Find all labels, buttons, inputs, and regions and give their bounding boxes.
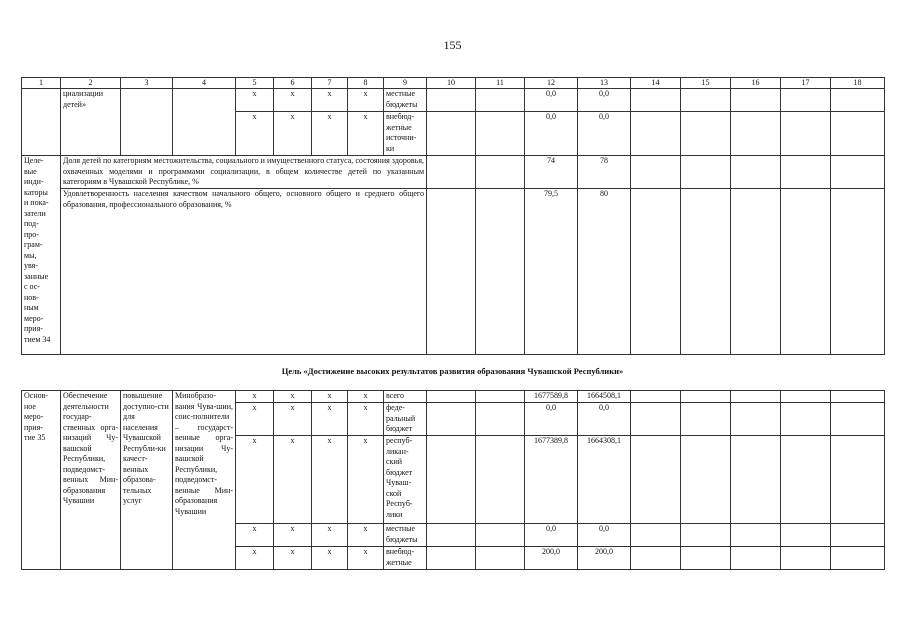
cell-empty — [831, 391, 885, 403]
cell-empty — [427, 112, 476, 156]
measure-name-cell: Обеспечение деятельности государ-ственных орга-низаций Чу-вашской Республики, подведомст-венных Мин-образования Чувашии — [61, 391, 121, 570]
goal-heading: Цель «Достижение высоких результатов развития образования Чувашской Республики» — [281, 366, 624, 376]
code-cell: x — [274, 403, 312, 436]
cell-empty — [681, 403, 731, 436]
cell-empty — [831, 547, 885, 570]
code-cell: x — [348, 391, 384, 403]
col-header: 6 — [274, 78, 312, 89]
cell-empty — [731, 89, 781, 112]
value-cell: 0,0 — [578, 524, 631, 547]
cell-empty — [476, 403, 525, 436]
col-header: 4 — [173, 78, 236, 89]
cell-empty — [781, 391, 831, 403]
cell-empty — [476, 547, 525, 570]
cell-empty — [731, 524, 781, 547]
cell-empty — [631, 547, 681, 570]
source-cell: всего — [384, 391, 427, 403]
code-cell: x — [236, 403, 274, 436]
cell-empty — [681, 112, 731, 156]
cell-empty — [731, 156, 781, 189]
measure-name-cell: циализации детей» — [61, 89, 121, 156]
cell-empty — [731, 391, 781, 403]
code-cell: x — [312, 524, 348, 547]
cell-empty — [631, 89, 681, 112]
code-cell: x — [312, 403, 348, 436]
code-cell: x — [236, 391, 274, 403]
col-header: 1 — [22, 78, 61, 89]
cell-empty — [476, 89, 525, 112]
source-cell: местные бюджеты — [384, 524, 427, 547]
cell-empty — [427, 436, 476, 524]
code-cell: x — [274, 112, 312, 156]
value-cell: 1677389,8 — [525, 436, 578, 524]
value-cell: 78 — [578, 156, 631, 189]
cell-empty — [681, 524, 731, 547]
col-header: 14 — [631, 78, 681, 89]
code-cell: x — [312, 547, 348, 570]
col-header: 9 — [384, 78, 427, 89]
cell-empty — [631, 189, 681, 355]
col-header: 17 — [781, 78, 831, 89]
code-cell: x — [274, 391, 312, 403]
cell-empty — [173, 89, 236, 156]
code-cell: x — [236, 112, 274, 156]
cell-empty — [631, 112, 681, 156]
cell-empty — [631, 524, 681, 547]
cell-empty — [681, 391, 731, 403]
code-cell: x — [348, 547, 384, 570]
table-row — [22, 189, 885, 355]
col-header: 3 — [121, 78, 173, 89]
code-cell: x — [274, 547, 312, 570]
cell-empty — [831, 189, 885, 355]
value-cell: 0,0 — [525, 524, 578, 547]
code-cell: x — [274, 436, 312, 524]
cell-empty — [631, 403, 681, 436]
source-cell: внебюд- жетные источни- ки — [384, 112, 427, 156]
cell-empty — [681, 547, 731, 570]
cell-empty — [681, 89, 731, 112]
cell-empty — [731, 403, 781, 436]
table-row — [22, 391, 885, 403]
table-row — [22, 156, 885, 189]
code-cell: x — [312, 391, 348, 403]
measure-goal-cell: повышение доступно-сти для населения Чувашской Республи-ки качест-венных образова-тельных услуг — [121, 391, 173, 570]
cell-empty — [831, 112, 885, 156]
value-cell: 80 — [578, 189, 631, 355]
cell-empty — [427, 547, 476, 570]
value-cell: 200,0 — [525, 547, 578, 570]
cell-empty — [781, 436, 831, 524]
cell-empty — [831, 524, 885, 547]
cell-empty — [681, 189, 731, 355]
col-header: 16 — [731, 78, 781, 89]
cell-empty — [476, 391, 525, 403]
code-cell: x — [236, 524, 274, 547]
value-cell: 200,0 — [578, 547, 631, 570]
cell-empty — [781, 89, 831, 112]
cell-empty — [631, 436, 681, 524]
cell-empty — [831, 156, 885, 189]
code-cell: x — [348, 89, 384, 112]
cell-empty — [476, 112, 525, 156]
col-header: 5 — [236, 78, 274, 89]
code-cell: x — [348, 403, 384, 436]
cell-empty — [476, 524, 525, 547]
col-header: 13 — [578, 78, 631, 89]
col-header: 18 — [831, 78, 885, 89]
code-cell: x — [274, 89, 312, 112]
cell-empty — [781, 112, 831, 156]
value-cell: 0,0 — [525, 403, 578, 436]
cell-empty — [427, 189, 476, 355]
code-cell: x — [236, 436, 274, 524]
value-cell: 1664508,1 — [578, 391, 631, 403]
code-cell: x — [274, 524, 312, 547]
value-cell: 1664308,1 — [578, 436, 631, 524]
cell-empty — [427, 391, 476, 403]
column-header-row — [22, 78, 885, 89]
cell-empty — [731, 112, 781, 156]
cell-empty — [681, 436, 731, 524]
value-cell: 1677589,8 — [525, 391, 578, 403]
cell-empty — [781, 189, 831, 355]
code-cell: x — [312, 112, 348, 156]
cell-empty — [781, 547, 831, 570]
source-cell: местные бюджеты — [384, 89, 427, 112]
col-header: 10 — [427, 78, 476, 89]
cell-empty — [476, 156, 525, 189]
cell-empty — [781, 156, 831, 189]
col-header: 12 — [525, 78, 578, 89]
code-cell: x — [236, 89, 274, 112]
value-cell: 0,0 — [578, 112, 631, 156]
value-cell: 0,0 — [525, 89, 578, 112]
value-cell: 79,5 — [525, 189, 578, 355]
cell-empty — [476, 436, 525, 524]
code-cell: x — [348, 524, 384, 547]
cell-empty — [781, 524, 831, 547]
source-cell: феде- ральный бюджет — [384, 403, 427, 436]
value-cell: 74 — [525, 156, 578, 189]
code-cell: x — [348, 436, 384, 524]
cell-empty — [731, 547, 781, 570]
cell-empty — [427, 524, 476, 547]
cell-empty — [681, 156, 731, 189]
cell-empty — [731, 436, 781, 524]
col-header: 8 — [348, 78, 384, 89]
cell-empty — [831, 436, 885, 524]
executor-cell: Минобразо-вания Чува-шии, соис-полнители – государст-венные орга-низации Чу-вашской Республики, подведомст-венные Мин-образования Чувашии — [173, 391, 236, 570]
code-cell: x — [312, 436, 348, 524]
value-cell: 0,0 — [525, 112, 578, 156]
col-header: 15 — [681, 78, 731, 89]
value-cell: 0,0 — [578, 89, 631, 112]
cell-empty — [631, 156, 681, 189]
cell-empty — [427, 403, 476, 436]
cell-empty — [476, 189, 525, 355]
col-header: 2 — [61, 78, 121, 89]
col-header: 11 — [476, 78, 525, 89]
cell-empty — [427, 156, 476, 189]
page-number: 155 — [443, 38, 462, 52]
col-header: 7 — [312, 78, 348, 89]
cell-empty — [831, 403, 885, 436]
source-cell: респуб- ликан- ский бюджет Чуваш- ской Респуб- лики — [384, 436, 427, 524]
measure-number-cell: Основ- ное меро- прия- тие 35 — [22, 391, 61, 570]
program-table-top — [21, 77, 885, 355]
code-cell: x — [312, 89, 348, 112]
indicator-text-cell: Удовлетворенность населения качеством начального общего, основного общего и среднего общего образования, профессионального образования, % — [61, 189, 427, 355]
indicators-label-cell: Целе- вые инди- каторы и пока- затели под- про- грам- мы, увя- занные с ос- нов- ным меро- прия- тием 34 — [22, 156, 61, 355]
cell-empty — [781, 403, 831, 436]
table-row — [22, 89, 885, 112]
cell-empty — [121, 89, 173, 156]
value-cell: 0,0 — [578, 403, 631, 436]
code-cell: x — [236, 547, 274, 570]
program-table-bottom — [21, 390, 885, 570]
cell-empty — [831, 89, 885, 112]
cell-empty — [427, 89, 476, 112]
indicator-text-cell: Доля детей по категориям местожительства, социального и имущественного статуса, состояния здоровья, охваченных моделями и программами социализации, в общем количестве детей по указанным категориям в Чувашской Республике, % — [61, 156, 427, 189]
source-cell: внебюд- жетные — [384, 547, 427, 570]
cell-empty — [22, 89, 61, 156]
cell-empty — [631, 391, 681, 403]
code-cell: x — [348, 112, 384, 156]
cell-empty — [731, 189, 781, 355]
